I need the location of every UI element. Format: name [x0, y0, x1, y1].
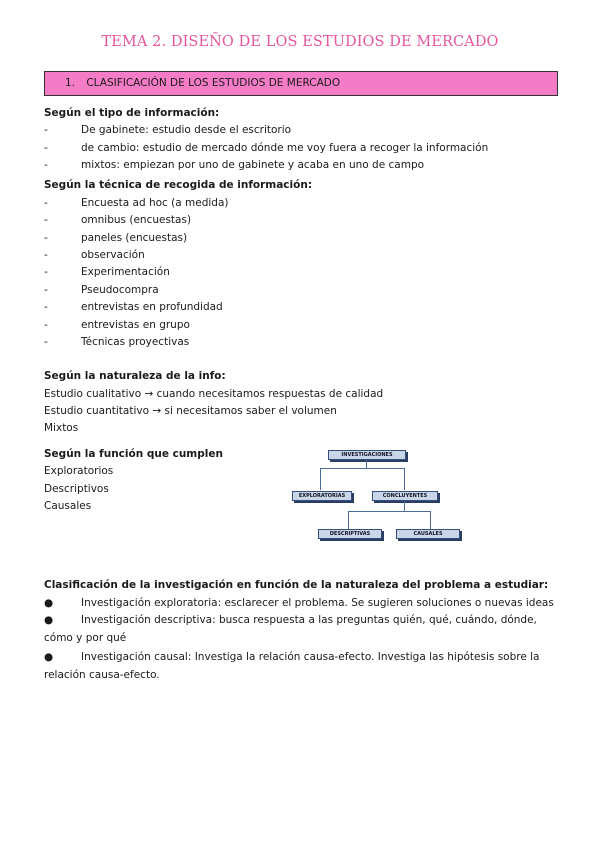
heading-tipo-informacion: Según el tipo de información:	[44, 107, 220, 119]
list-item: Pseudocompra	[81, 284, 159, 296]
dash: -	[44, 197, 48, 209]
text-line: Estudio cuantitativo → si necesitamos saber el volumen	[44, 405, 337, 417]
list-item: Investigación descriptiva: busca respuesta a las preguntas quién, qué, cuándo, dónde, cómo y por qué	[44, 614, 537, 644]
list-item: Encuesta ad hoc (a medida)	[81, 197, 229, 209]
diagram-node-concluyentes: CONCLUYENTES	[372, 491, 438, 501]
page-title: TEMA 2. DISEÑO DE LOS ESTUDIOS DE MERCADO	[101, 34, 499, 50]
dash: -	[44, 142, 48, 154]
dash: -	[44, 336, 48, 348]
heading-clasificacion: Clasificación de la investigación en función de la naturaleza del problema a estudiar:	[44, 579, 549, 591]
bullet-icon: ●	[44, 597, 54, 609]
diagram-node-causales: CAUSALES	[396, 529, 460, 539]
section-number: 1.	[65, 77, 76, 89]
list-item: Técnicas proyectivas	[81, 336, 190, 348]
dash: -	[44, 124, 48, 136]
list-item: Investigación exploratoria: esclarecer el problema. Se sugieren soluciones o nuevas ideas	[81, 597, 554, 609]
list-item: paneles (encuestas)	[81, 232, 188, 244]
list-item: entrevistas en grupo	[81, 319, 190, 331]
list-item: mixtos: empiezan por uno de gabinete y acaba en uno de campo	[81, 159, 425, 171]
diagram-node-exploratorias: EXPLORATORIAS	[292, 491, 352, 501]
diagram-connector	[320, 468, 321, 490]
dash: -	[44, 249, 48, 261]
investigaciones-diagram	[290, 447, 470, 547]
section-label: CLASIFICACIÓN DE LOS ESTUDIOS DE MERCADO	[86, 77, 341, 89]
heading-naturaleza: Según la naturaleza de la info:	[44, 370, 226, 382]
diagram-connector	[348, 511, 430, 512]
dash: -	[44, 266, 48, 278]
list-item: observación	[81, 249, 145, 261]
dash: -	[44, 301, 48, 313]
diagram-connector	[430, 511, 431, 529]
section-header	[44, 71, 558, 96]
dash: -	[44, 214, 48, 226]
text-line: Exploratorios	[44, 465, 114, 477]
diagram-connector	[348, 511, 349, 529]
diagram-connector	[404, 468, 405, 490]
list-item: de cambio: estudio de mercado dónde me voy fuera a recoger la información	[81, 142, 489, 154]
text-line: Estudio cualitativo → cuando necesitamos respuestas de calidad	[44, 388, 384, 400]
list-item: Experimentación	[81, 266, 170, 278]
list-item: De gabinete: estudio desde el escritorio	[81, 124, 292, 136]
text-line: Causales	[44, 500, 92, 512]
diagram-connector	[404, 501, 405, 511]
diagram-connector	[320, 468, 404, 469]
diagram-node-descriptivas: DESCRIPTIVAS	[318, 529, 382, 539]
bullet-icon: ●	[44, 614, 54, 626]
text-line: Descriptivos	[44, 483, 109, 495]
diagram-node-root: INVESTIGACIONES	[328, 450, 406, 460]
list-item: omnibus (encuestas)	[81, 214, 192, 226]
text-line: Mixtos	[44, 422, 79, 434]
dash: -	[44, 319, 48, 331]
diagram-connector	[366, 460, 367, 468]
dash: -	[44, 159, 48, 171]
dash: -	[44, 284, 48, 296]
list-item: entrevistas en profundidad	[81, 301, 223, 313]
dash: -	[44, 232, 48, 244]
heading-funcion: Según la función que cumplen	[44, 448, 223, 460]
bullet-icon: ●	[44, 651, 54, 663]
heading-tecnica: Según la técnica de recogida de información:	[44, 179, 313, 191]
list-item: Investigación causal: Investiga la relación causa-efecto. Investiga las hipótesis sobre la relación causa-efecto.	[44, 651, 540, 681]
